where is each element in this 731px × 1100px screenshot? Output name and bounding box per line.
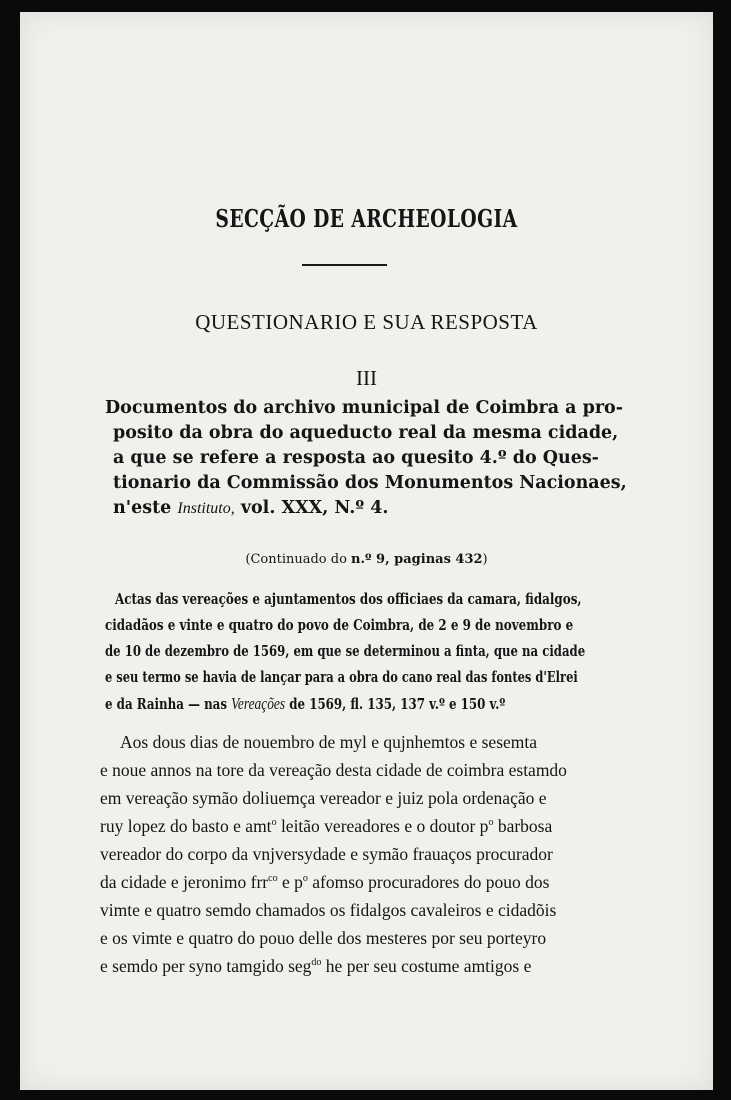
scanned-page [20,12,713,1090]
heading-line: posito da obra do aqueducto real da mesma cidade, [113,423,619,443]
body-line: e semdo per syno tamgido seg$^{do}$ he per seu costume amtigos e [100,956,532,976]
abstract-line-last: e da Rainha — nas Vereações de 1569, fl. 135, 137 v.º e 150 v.º [105,694,506,713]
body-line: ruy lopez do basto e amt$^o$ leitão vereadores e o doutor $p^o$ barbosa [100,816,553,836]
abstract-line: Actas das vereações e ajuntamentos dos officiaes da camara, fidalgos, [115,590,582,608]
heading-line: a que se refere a resposta ao quesito 4.º do Ques- [113,448,599,468]
body-line: Aos dous dias de nouembro de myl e qujnhemtos e sesemta [120,732,538,752]
heading-line: Documentos do archivo municipal de Coimbra a pro- [105,398,623,418]
abstract-line: cidadãos e vinte e quatro do povo de Coimbra, de 2 e 9 de novembro e [105,616,574,634]
heading-line-last: n'este Instituto, vol. XXX, N.º 4. [113,498,389,518]
part-number: III [356,366,377,390]
journal-name: Instituto, [177,500,235,517]
body-line: e os vimte e quatro do pouo delle dos mesteres por seu porteyro [100,928,547,948]
section-title: SECÇÃO DE ARCHEOLOGIA [215,204,518,233]
abstract-line: e seu termo se havia de lançar para a obra do cano real das fontes d'Elrei [105,668,578,686]
subtitle: QUESTIONARIO E SUA RESPOSTA [195,310,538,334]
title-rule [302,264,387,266]
abstract-line: de 10 de dezembro de 1569, em que se determinou a finta, que na cidade [105,642,586,660]
body-line: e noue annos na tore da vereação desta cidade de coimbra estamdo [100,760,567,780]
body-line: vimte e quatro semdo chamados os fidalgos cavaleiros e cidadõis [100,900,557,920]
heading-line: tionario da Commissão dos Monumentos Nacionaes, [113,473,627,493]
body-line: vereador do corpo da vnjversydade e symão frauaços procurador [100,844,553,864]
body-line: em vereação symão doliuemça vereador e juiz pola ordenação e [100,788,547,808]
body-line: da cidade e jeronimo frr$^{co}$ e $p^o$ afomso procuradores do pouo dos [100,872,550,892]
continuation-note: (Continuado do n.º 9, paginas 432) [245,552,488,567]
